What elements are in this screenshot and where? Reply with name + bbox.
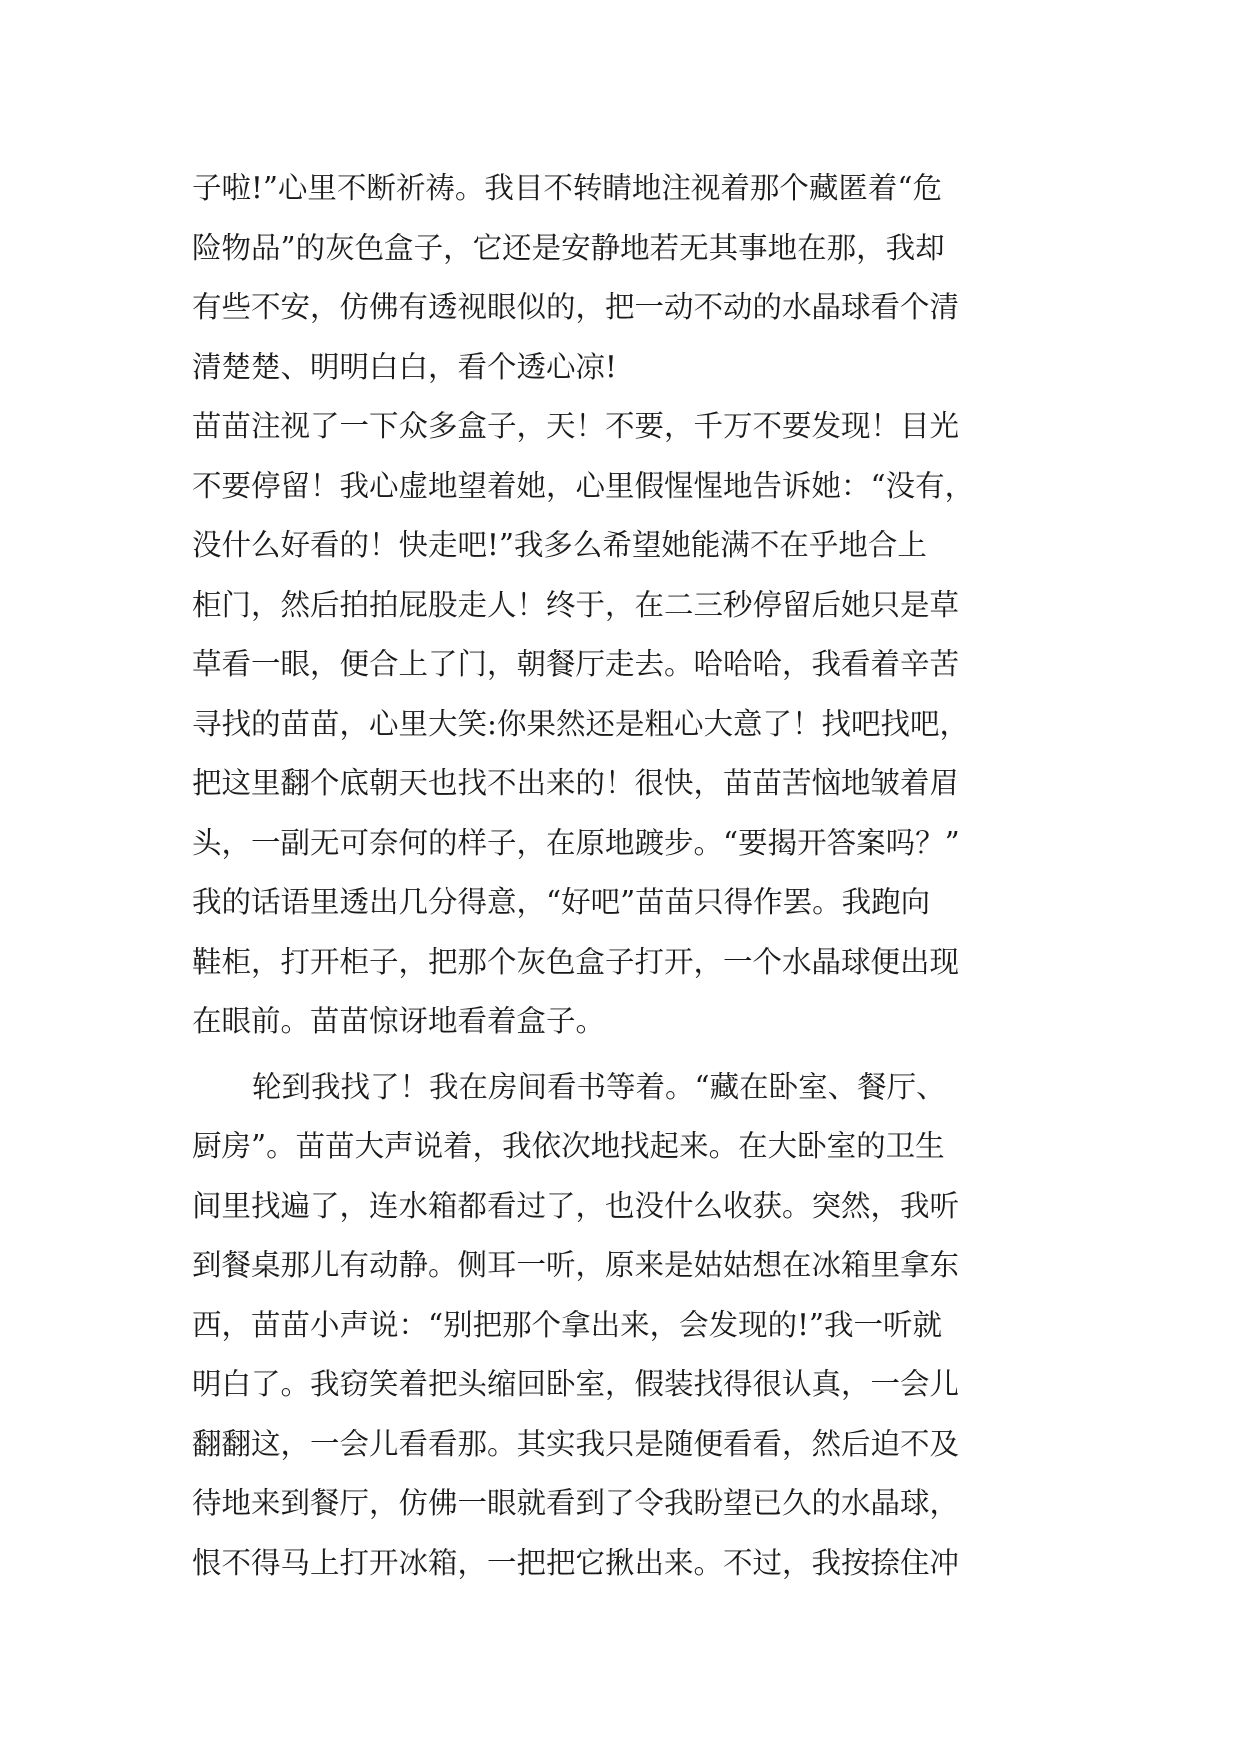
text-line: 恨不得马上打开冰箱，一把把它揪出来。不过，我按捺住冲 (192, 1545, 960, 1580)
text-line: 到餐桌那儿有动静。侧耳一听，原来是姑姑想在冰箱里拿东 (192, 1248, 960, 1282)
text-line: 待地来到餐厅，仿佛一眼就看到了令我盼望已久的水晶球， (192, 1486, 960, 1520)
paragraph-1 (192, 159, 1052, 397)
text-line: 头，一副无可奈何的样子，在原地踱步。“要揭开答案吗？” (192, 825, 960, 860)
text-line: 厨房”。苗苗大声说着，我依次地找起来。在大卧室的卫生 (192, 1129, 945, 1163)
text-line: 苗苗注视了一下众多盒子，天！不要，千万不要发现！目光 (192, 409, 960, 443)
text-line: 清楚楚、明明白白，看个透心凉! (192, 349, 617, 384)
text-line: 翻翻这，一会儿看看那。其实我只是随便看看，然后迫不及 (192, 1426, 960, 1461)
text-line: 明白了。我窃笑着把头缩回卧室，假装找得很认真，一会儿 (192, 1367, 960, 1401)
text-line: 在眼前。苗苗惊讶地看着盒子。 (192, 1004, 606, 1038)
text-line: 不要停留！我心虚地望着她，心里假惺惺地告诉她：“没有， (192, 468, 975, 503)
text-line: 间里找遍了，连水箱都看过了，也没什么收获。突然，我听 (192, 1188, 960, 1223)
text-line: 子啦!”心里不断祈祷。我目不转睛地注视着那个藏匿着“危 (192, 171, 943, 205)
text-line: 险物品”的灰色盒子，它还是安静地若无其事地在那，我却 (192, 230, 945, 265)
text-line: 西，苗苗小声说：“别把那个拿出来，会发现的!”我一听就 (192, 1307, 943, 1342)
text-line: 柜门，然后拍拍屁股走人！终于，在二三秒停留后她只是草 (192, 587, 960, 622)
text-line: 把这里翻个底朝天也找不出来的！很快，苗苗苦恼地皱着眉 (192, 766, 960, 800)
paragraph-3 (192, 1058, 1052, 1594)
text-line: 有些不安，仿佛有透视眼似的，把一动不动的水晶球看个清 (192, 290, 960, 324)
text-line: 没什么好看的！快走吧!”我多么希望她能满不在乎地合上 (192, 528, 927, 562)
text-line: 鞋柜，打开柜子，把那个灰色盒子打开，一个水晶球便出现 (192, 944, 960, 979)
text-line: 我的话语里透出几分得意，“好吧”苗苗只得作罢。我跑向 (192, 885, 931, 919)
body-text (192, 159, 1052, 1593)
paragraph-2 (192, 397, 1052, 1052)
text-line-indented: 轮到我找了！我在房间看书等着。“藏在卧室、餐厅、 (252, 1069, 946, 1104)
text-line: 寻找的苗苗，心里大笑:你果然还是粗心大意了！找吧找吧， (192, 706, 969, 741)
text-line: 草看一眼，便合上了门，朝餐厅走去。哈哈哈，我看着辛苦 (192, 647, 960, 681)
